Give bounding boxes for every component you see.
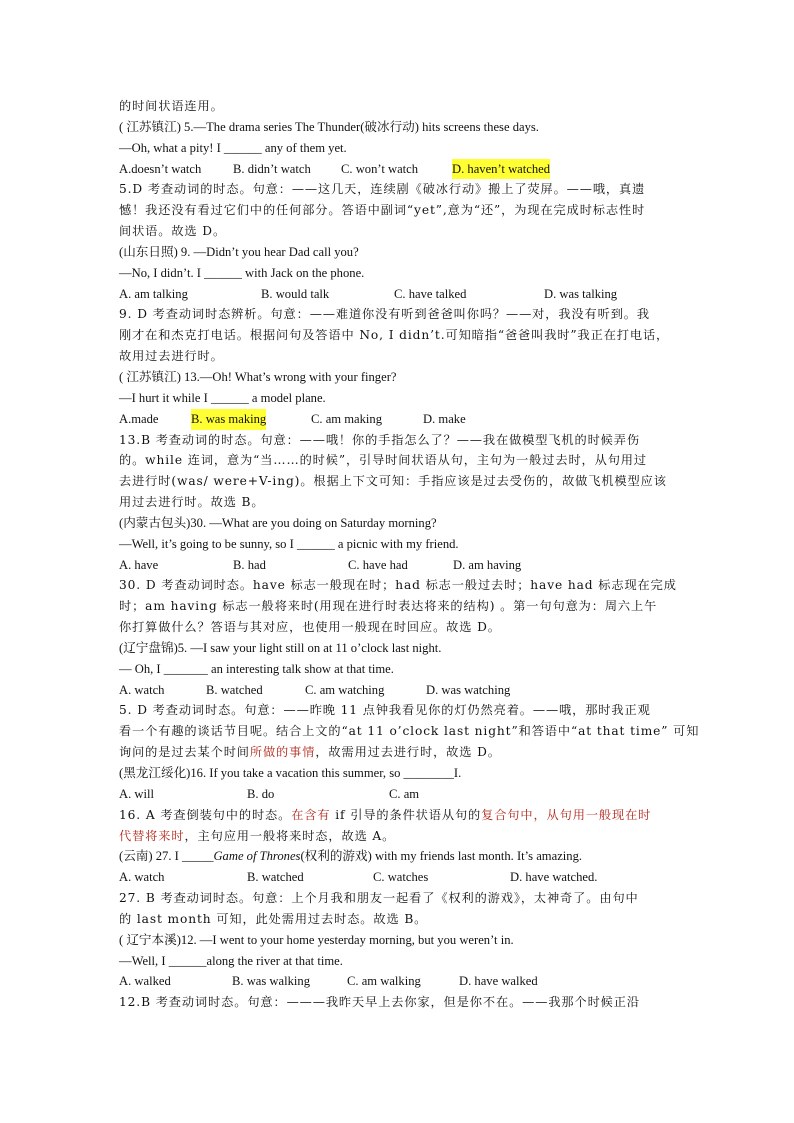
explanation-line: 13.B 考查动词的时态。句意：——哦！你的手指怎么了？——我在做模型飞机的时候弄伤 bbox=[119, 432, 640, 447]
explanation-line: 故用过去进行时。 bbox=[119, 349, 224, 364]
option-c: C. have had bbox=[348, 557, 408, 572]
explanation-line: 间状语。故选 D。 bbox=[119, 224, 227, 239]
option-c: C. won’t watch bbox=[341, 161, 419, 176]
question-line: —Well, it’s going to be sunny, so I ______ a picnic with my friend. bbox=[119, 536, 459, 551]
question-line: (云南) 27. I _____Game of Thrones(权利的游戏) with my friends last month. It’s amazing. bbox=[119, 849, 583, 864]
option-c: C. am bbox=[389, 786, 420, 801]
option-c: C. have talked bbox=[394, 286, 467, 301]
question-line: ( 辽宁本溪)12. —I went to your home yesterday morning, but you weren’t in. bbox=[119, 932, 514, 947]
explanation-line: 你打算做什么？答语与其对应，也使用一般现在时回应。故选 D。 bbox=[119, 620, 501, 635]
explanation-line: 去进行时(was/ were+V-ing)。根据上下文可知：手指应该是过去受伤的，故做飞机模型应该 bbox=[119, 474, 667, 489]
answer-options bbox=[119, 409, 679, 430]
option-b: B. do bbox=[247, 786, 275, 801]
option-b: B. would talk bbox=[261, 286, 330, 301]
option-a: A. have bbox=[119, 557, 159, 572]
explanation-line: 的 last month 可知，此处需用过去时态。故选 B。 bbox=[119, 911, 428, 926]
question-line: (内蒙古包头)30. —What are you doing on Saturday morning? bbox=[119, 515, 437, 530]
explanation-line: 12.B 考查动词时态。句意：———我昨天早上去你家，但是你不在。——我那个时候正沿 bbox=[119, 995, 640, 1010]
explanation-line: 询问的是过去某个时间所做的事情，故需用过去进行时，故选 D。 bbox=[119, 745, 501, 760]
red-note: 所做的事情 bbox=[249, 745, 316, 760]
question-line: — Oh, I _______ an interesting talk show at that time. bbox=[119, 661, 394, 676]
document-page bbox=[119, 96, 700, 1013]
answer-options bbox=[119, 284, 679, 305]
option-d: D. was talking bbox=[544, 286, 618, 301]
option-d: D. was watching bbox=[426, 682, 511, 697]
answer-options bbox=[119, 971, 679, 992]
option-b: B. didn’t watch bbox=[233, 161, 311, 176]
explanation-line: 的。while 连词，意为“当……的时候”，引导时间状语从句，主句为一般过去时，从句用过 bbox=[119, 453, 647, 468]
option-b: B. had bbox=[233, 557, 266, 572]
explanation-line: 时；am having 标志一般将来时(用现在进行时表达将来的结构) 。第一句句意为：周六上午 bbox=[119, 599, 658, 614]
answer-options bbox=[119, 784, 679, 805]
option-b: B. watched bbox=[247, 870, 304, 885]
question-line: —No, I didn’t. I ______ with Jack on the phone. bbox=[119, 265, 365, 280]
question-line: (辽宁盘锦)5. —I saw your light still on at 11 o’clock last night. bbox=[119, 640, 442, 655]
answer-options bbox=[119, 159, 679, 180]
option-a: A. will bbox=[119, 786, 154, 801]
question-line: —Well, I ______along the river at that time. bbox=[119, 953, 343, 968]
option-a: A.made bbox=[119, 411, 159, 426]
explanation-line: 16. A 考查倒装句中的时态。在含有 if 引导的条件状语从句的复合句中，从句用一般现在时 bbox=[119, 807, 652, 822]
option-d: D. make bbox=[423, 411, 466, 426]
option-b: B. watched bbox=[206, 682, 263, 697]
answer-options bbox=[119, 867, 679, 888]
question-line: (山东日照) 9. —Didn’t you hear Dad call you? bbox=[119, 244, 359, 259]
text-line: 的时间状语连用。 bbox=[119, 99, 224, 113]
explanation-line: 刚才在和杰克打电话。根据问句及答语中 No, I didn’t.可知暗指“爸爸叫我时”我正在打电话， bbox=[119, 328, 670, 343]
question-line: ( 江苏镇江) 5.—The drama series The Thunder(破冰行动) hits screens these days. bbox=[119, 119, 539, 134]
option-d: D. have walked bbox=[459, 974, 538, 989]
question-line: ( 江苏镇江) 13.—Oh! What’s wrong with your finger? bbox=[119, 369, 397, 384]
option-b-highlighted: B. was making bbox=[191, 409, 266, 430]
question-line: —I hurt it while I ______ a model plane. bbox=[119, 390, 326, 405]
option-c: C. am making bbox=[311, 411, 383, 426]
explanation-line: 5. D 考查动词时态。句意：——昨晚 11 点钟我看见你的灯仍然亮着。——哦，那时我正观 bbox=[119, 703, 651, 718]
answer-options bbox=[119, 555, 679, 576]
question-line: (黑龙江绥化)16. If you take a vacation this summer, so ________I. bbox=[119, 766, 462, 780]
option-c: C. am watching bbox=[305, 682, 385, 697]
explanation-line: 30. D 考查动词时态。have 标志一般现在时；had 标志一般过去时；have had 标志现在完成 bbox=[119, 578, 677, 593]
option-d: D. am having bbox=[453, 557, 522, 572]
answer-options bbox=[119, 680, 679, 701]
option-a: A. watch bbox=[119, 682, 165, 697]
question-line: —Oh, what a pity! I ______ any of them yet. bbox=[119, 140, 347, 155]
option-a: A. watch bbox=[119, 870, 165, 885]
option-c: C. watches bbox=[373, 870, 429, 885]
option-b: B. was walking bbox=[232, 974, 311, 989]
option-c: C. am walking bbox=[347, 974, 421, 989]
explanation-line: 5.D 考查动词的时态。句意：——这几天，连续剧《破冰行动》搬上了荧屏。——哦，真遗 bbox=[119, 182, 646, 197]
explanation-line: 看一个有趣的谈话节目呢。结合上文的“at 11 o’clock last night”和答语中“at that time” 可知 bbox=[119, 724, 700, 739]
explanation-line: 27. B 考查动词时态。句意：上个月我和朋友一起看了《权利的游戏》，太神奇了。由句中 bbox=[119, 891, 639, 906]
explanation-line: 9. D 考查动词时态辨析。句意：——难道你没有听到爸爸叫你吗？——对，我没有听到。我 bbox=[119, 307, 650, 322]
explanation-line: 代替将来时，主句应用一般将来时态，故选 A。 bbox=[119, 828, 396, 843]
option-a: A. am talking bbox=[119, 286, 188, 301]
explanation-line: 用过去进行时。故选 B。 bbox=[119, 495, 265, 510]
option-a: A. walked bbox=[119, 974, 171, 989]
explanation-line: 憾！我还没有看过它们中的任何部分。答语中副词“yet”,意为“还”，为现在完成时标志性时 bbox=[119, 203, 646, 218]
option-a: A.doesn’t watch bbox=[119, 161, 202, 176]
option-d: D. have watched. bbox=[510, 870, 598, 885]
option-d-highlighted: D. haven’t watched bbox=[452, 159, 550, 180]
